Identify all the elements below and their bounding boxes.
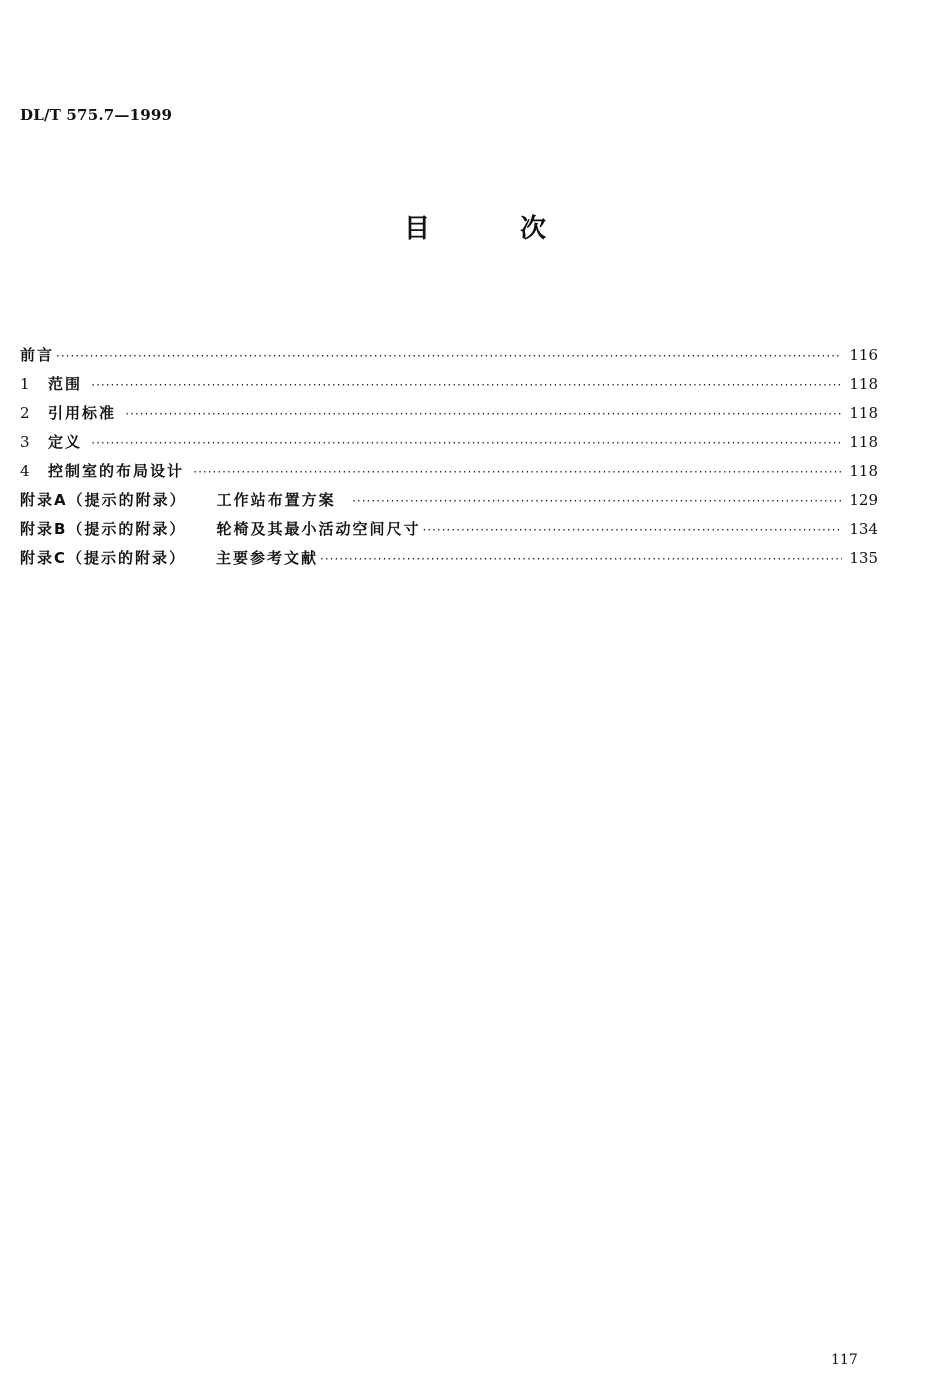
toc-entry-number: 4 [20, 462, 30, 480]
toc-entry-page: 118 [849, 433, 878, 451]
toc-entry-number: 2 [20, 404, 30, 422]
toc-entry-page: 129 [849, 491, 878, 509]
toc-entry-appendix-c[interactable] [20, 547, 878, 576]
toc-leader-dots [320, 552, 842, 566]
document-code: DL/T 575.7—1999 [20, 106, 173, 124]
toc-entry-normative-references[interactable] [20, 402, 878, 431]
toc-list [20, 344, 878, 576]
toc-entry-definitions[interactable] [20, 431, 878, 460]
toc-entry-subtitle: 主要参考文献 [216, 549, 319, 567]
toc-title-char-1: 目 [403, 214, 430, 244]
toc-entry-label: 前言 [20, 346, 55, 364]
toc-entry-page: 116 [849, 346, 878, 364]
toc-entry-subtitle: 工作站布置方案 [216, 491, 336, 509]
toc-entry-label: 附录C（提示的附录） 主要参考文献 [20, 549, 319, 567]
toc-leader-dots [56, 349, 842, 363]
toc-leader-dots [125, 407, 842, 421]
toc-entry-control-room-layout[interactable] [20, 460, 878, 489]
toc-entry-page: 135 [849, 549, 878, 567]
toc-entry-appendix-b[interactable] [20, 518, 878, 547]
toc-entry-subtitle: 轮椅及其最小活动空间尺寸 [216, 520, 421, 538]
toc-entry-label: 4 控制室的布局设计 [20, 462, 185, 480]
toc-leader-dots [352, 494, 842, 508]
toc-entry-page: 118 [849, 462, 878, 480]
toc-leader-dots [193, 465, 842, 479]
toc-entry-number: 3 [20, 433, 30, 451]
toc-entry-label: 1 范围 [20, 375, 83, 393]
toc-entry-label: 3 定义 [20, 433, 83, 451]
toc-entry-page: 118 [849, 404, 878, 422]
toc-entry-page: 134 [849, 520, 878, 538]
toc-leader-dots [91, 436, 842, 450]
toc-leader-dots [91, 378, 842, 392]
toc-entry-label: 附录A（提示的附录） 工作站布置方案 [20, 491, 336, 509]
toc-entry-foreword[interactable] [20, 344, 878, 373]
toc-title [0, 208, 950, 245]
toc-title-char-2: 次 [520, 214, 547, 244]
toc-entry-page: 118 [849, 375, 878, 393]
page-number: 117 [831, 1352, 858, 1368]
toc-entry-number: 1 [20, 375, 30, 393]
toc-entry-label: 附录B（提示的附录） 轮椅及其最小活动空间尺寸 [20, 520, 421, 538]
toc-leader-dots [422, 523, 842, 537]
toc-entry-appendix-a[interactable] [20, 489, 878, 518]
toc-entry-scope[interactable] [20, 373, 878, 402]
toc-entry-label: 2 引用标准 [20, 404, 117, 422]
